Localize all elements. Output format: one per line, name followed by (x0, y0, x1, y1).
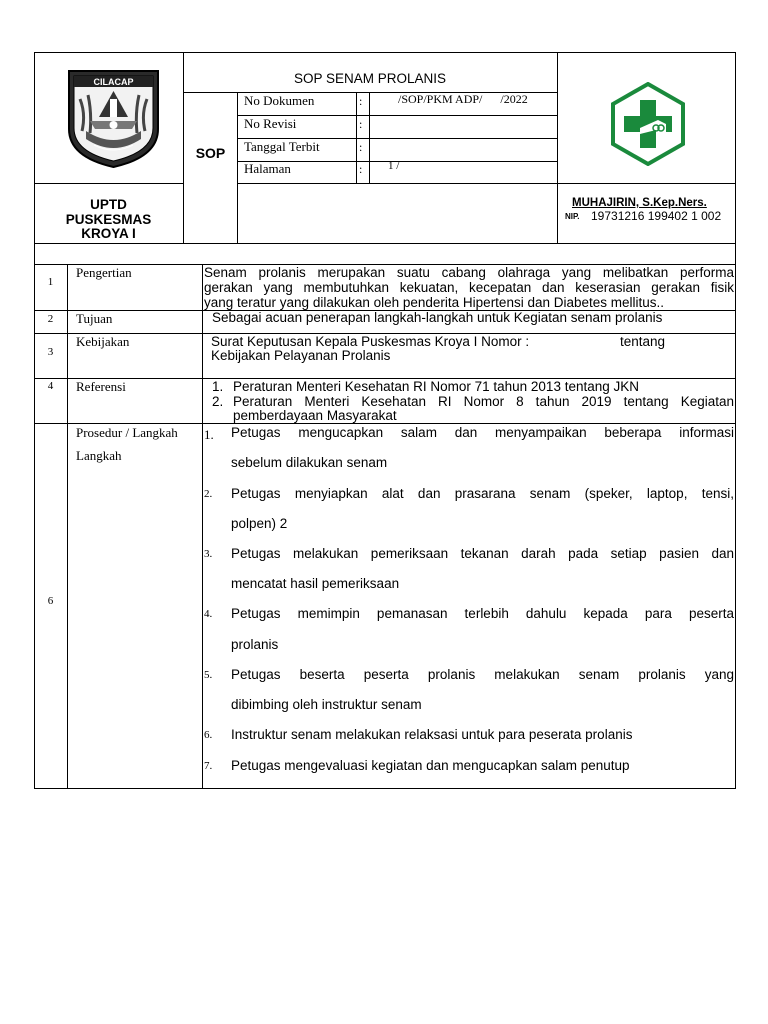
kebijakan-line-1b: tentang (620, 334, 666, 349)
step-line-2: polpen) 2 (231, 516, 288, 531)
step-line-1: Petugas memimpin pemanasan terlebih dahulu kepada para peserta (231, 606, 734, 621)
row-number: 4 (47, 380, 54, 392)
row-number: 2 (47, 313, 54, 325)
signer-nip-label: NIP. (565, 212, 580, 221)
meta-value: /SOP/PKM ADP/ /2022 (398, 92, 528, 106)
step-line-1: Petugas mengucapkan salam dan menyampaikan beberapa informasi (231, 425, 734, 440)
step-number: 5. (204, 669, 213, 681)
meta-label: Halaman (244, 161, 291, 176)
step-line-2: prolanis (231, 637, 279, 652)
row-number: 1 (47, 276, 54, 288)
row-number: 6 (47, 595, 54, 607)
org-line-2: PUSKESMAS (65, 211, 152, 227)
meta-value: 1 / (388, 160, 400, 172)
step-line-2: mencatat hasil pemeriksaan (231, 576, 400, 591)
row-label: Tujuan (76, 311, 113, 326)
referensi-num: 1. (212, 379, 224, 394)
org-line-3: KROYA I (81, 226, 136, 241)
signer-name: MUHAJIRIN, S.Kep.Ners. (572, 197, 707, 209)
referensi-text: Peraturan Menteri Kesehatan RI Nomor 71 tahun 2013 tentang JKN (233, 379, 639, 394)
meta-label: Tanggal Terbit (244, 139, 320, 154)
referensi-text: Peraturan Menteri Kesehatan RI Nomor 8 tahun 2019 tentang Kegiatan (233, 394, 734, 409)
emblem-text: CILACAP (93, 77, 134, 87)
org-line-1: UPTD (90, 197, 127, 212)
row-number: 3 (47, 346, 54, 358)
puskesmas-logo-icon (610, 82, 686, 166)
step-line-1: Petugas beserta peserta prolanis melakukan senam prolanis yang (231, 667, 734, 682)
step-number: 2. (204, 488, 213, 500)
row-label: Pengertian (76, 265, 132, 280)
pengertian-line: Senam prolanis merupakan suatu cabang olahraga yang melibatkan performa (204, 265, 734, 280)
step-number: 7. (204, 760, 213, 772)
sop-label: SOP (195, 145, 226, 161)
meta-label: No Revisi (244, 116, 297, 131)
referensi-num: 2. (212, 394, 224, 409)
step-number: 1. (204, 427, 214, 442)
tujuan-text: Sebagai acuan penerapan langkah-langkah untuk Kegiatan senam prolanis (212, 310, 663, 325)
step-line-2: sebelum dilakukan senam (231, 455, 388, 470)
cilacap-emblem (66, 69, 161, 169)
step-number: 4. (204, 608, 213, 620)
step-number: 3. (204, 548, 213, 560)
org-name (34, 198, 183, 242)
meta-colon: : (359, 162, 363, 176)
meta-colon: : (359, 117, 363, 131)
meta-colon: : (359, 140, 363, 154)
row-label: Prosedur / Langkah (76, 425, 178, 440)
pengertian-line: yang teratur yang dilakukan oleh penderita Hipertensi dan Diabetes mellitus.. (204, 295, 665, 310)
kebijakan-line-2: Kebijakan Pelayanan Prolanis (211, 348, 391, 363)
pengertian-line: gerakan yang membutuhkan kekuatan, kecepatan dan keserasian gerakan fisik (204, 280, 734, 295)
signer-nip: 19731216 199402 1 002 (591, 209, 722, 223)
step-line-1: Petugas melakukan pemeriksaan tekanan darah pada setiap pasien dan (231, 546, 734, 561)
doc-title: SOP SENAM PROLANIS (293, 71, 447, 86)
step-line-1: Petugas menyiapkan alat dan prasarana senam (speker, laptop, tensi, (231, 486, 734, 501)
step-line-2: dibimbing oleh instruktur senam (231, 697, 422, 712)
row-label-cont: Langkah (76, 448, 122, 463)
row-label: Kebijakan (76, 334, 130, 349)
step-line-1: Petugas mengevaluasi kegiatan dan mengucapkan salam penutup (231, 758, 630, 773)
meta-label: No Dokumen (244, 93, 315, 108)
meta-colon: : (359, 94, 363, 108)
referensi-text-cont: pemberdayaan Masyarakat (233, 408, 397, 423)
row-label: Referensi (76, 379, 126, 394)
step-line-1: Instruktur senam melakukan relaksasi untuk para peserata prolanis (231, 727, 633, 742)
kebijakan-line-1a: Surat Keputusan Kepala Puskesmas Kroya I Nomor : (211, 334, 530, 349)
step-number: 6. (204, 729, 213, 741)
